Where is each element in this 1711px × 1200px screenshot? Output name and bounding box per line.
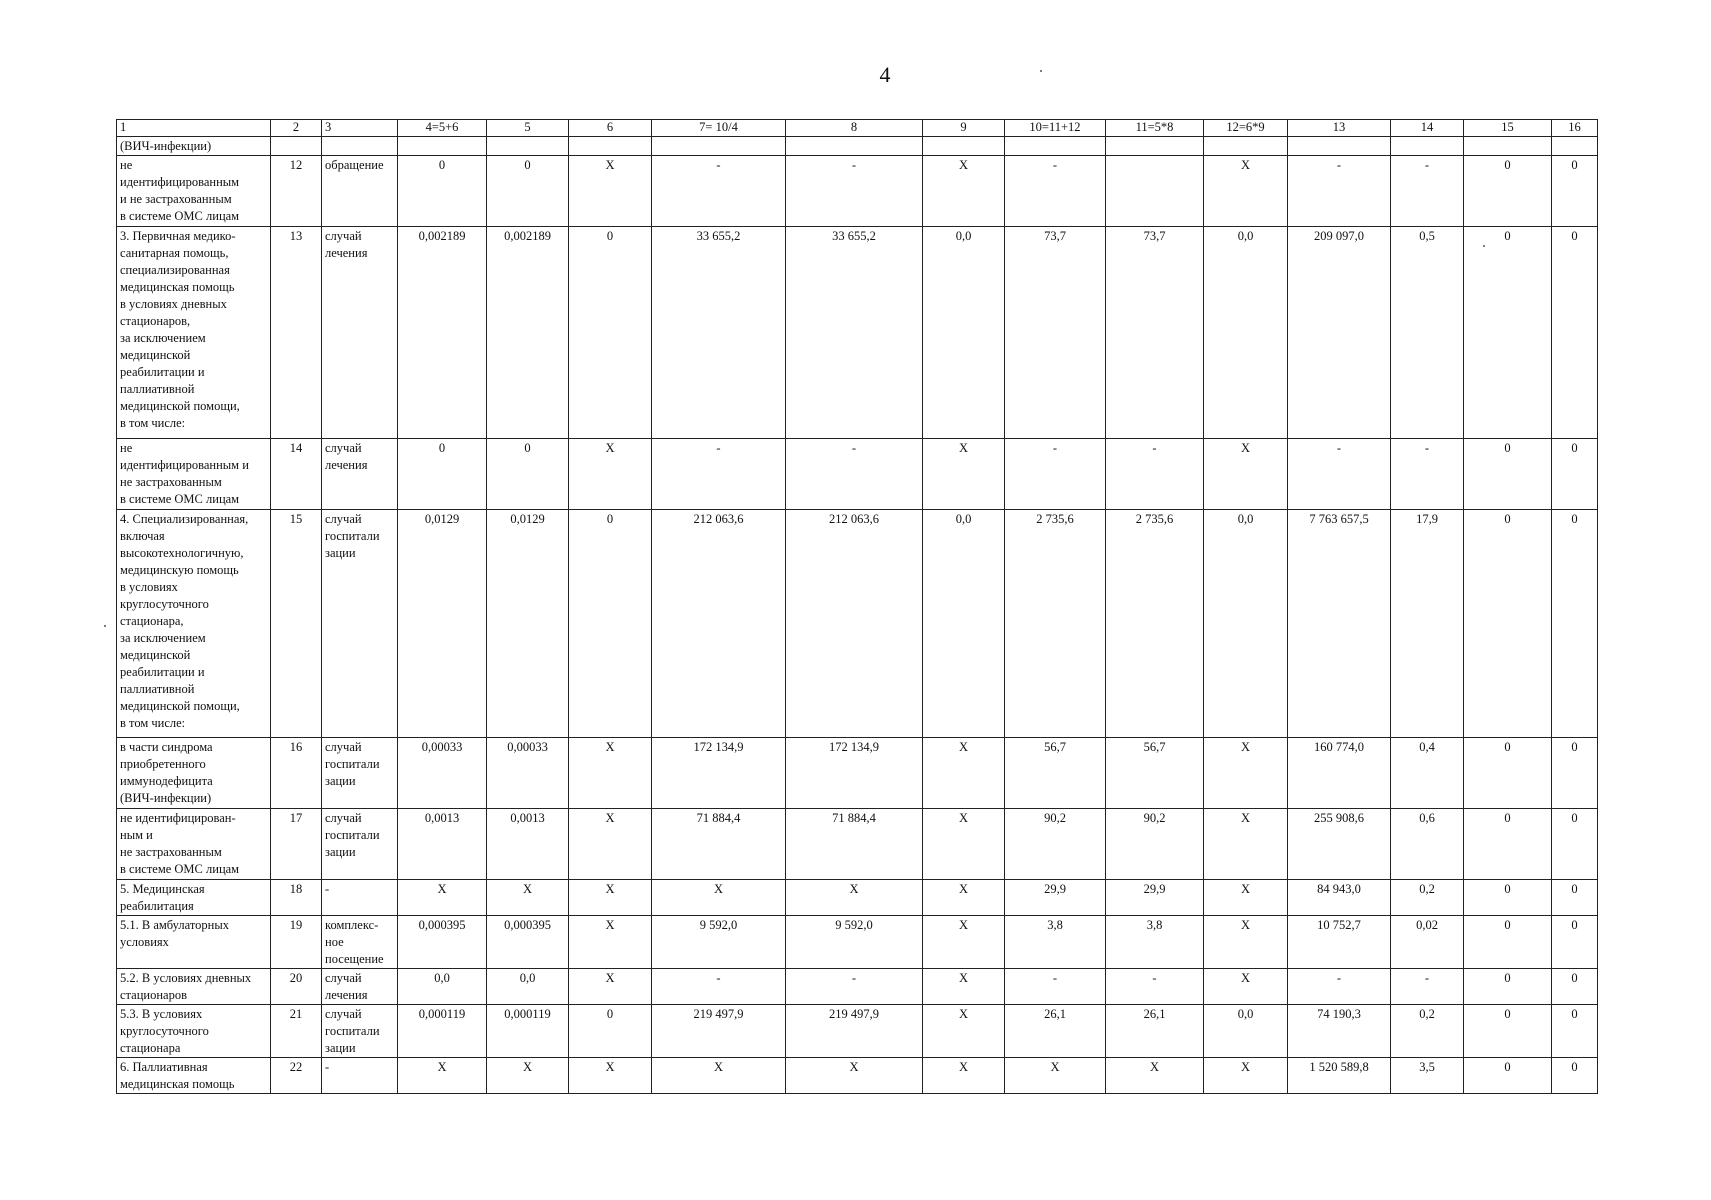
- table-cell: 0: [1552, 227, 1598, 439]
- table-cell: 14: [271, 439, 322, 510]
- header-cell: 11=5*8: [1106, 120, 1204, 137]
- table-cell: -: [1391, 969, 1464, 1005]
- table-cell: 0,002189: [487, 227, 569, 439]
- table-cell: [1288, 137, 1391, 156]
- table-cell: -: [1106, 969, 1204, 1005]
- table-cell: 160 774,0: [1288, 738, 1391, 809]
- table-cell: 21: [271, 1005, 322, 1058]
- table-cell: 0: [1552, 1058, 1598, 1094]
- table-cell: -: [652, 969, 786, 1005]
- table-cell: X: [1204, 156, 1288, 227]
- table-cell: случай лечения: [322, 439, 398, 510]
- table-cell: X: [569, 880, 652, 916]
- header-cell: 9: [923, 120, 1005, 137]
- table-cell: 0: [1552, 1005, 1598, 1058]
- table-cell: 0,0: [398, 969, 487, 1005]
- table-cell: 17: [271, 809, 322, 880]
- table-cell: 73,7: [1106, 227, 1204, 439]
- header-cell: 15: [1464, 120, 1552, 137]
- table-cell: случай госпитали зации: [322, 738, 398, 809]
- table-row: [117, 880, 1598, 916]
- table-cell: 219 497,9: [786, 1005, 923, 1058]
- table-cell: не идентифицированным и не застрахованным в системе ОМС лицам: [117, 439, 271, 510]
- table-cell: 33 655,2: [786, 227, 923, 439]
- table-row: [117, 227, 1598, 439]
- header-cell: 13: [1288, 120, 1391, 137]
- table-cell: X: [569, 809, 652, 880]
- table-row: [117, 156, 1598, 227]
- table-cell: 0,0: [1204, 510, 1288, 738]
- table-cell: 71 884,4: [786, 809, 923, 880]
- table-cell: 172 134,9: [652, 738, 786, 809]
- header-cell: 1: [117, 120, 271, 137]
- table-cell: X: [923, 880, 1005, 916]
- table-cell: 0,02: [1391, 916, 1464, 969]
- table-cell: 0: [1464, 738, 1552, 809]
- table-cell: [398, 137, 487, 156]
- table-cell: [1204, 137, 1288, 156]
- table-cell: 0: [569, 510, 652, 738]
- table-cell: 0,4: [1391, 738, 1464, 809]
- header-cell: 6: [569, 120, 652, 137]
- table-cell: [1464, 137, 1552, 156]
- table-cell: 3,8: [1106, 916, 1204, 969]
- table-cell: 0,000395: [487, 916, 569, 969]
- table-row: [117, 738, 1598, 809]
- table-cell: 0: [487, 439, 569, 510]
- table-cell: 212 063,6: [786, 510, 923, 738]
- table-cell: 3,8: [1005, 916, 1106, 969]
- table-cell: 0,000119: [398, 1005, 487, 1058]
- table-cell: 0: [1464, 510, 1552, 738]
- table-cell: 0,000119: [487, 1005, 569, 1058]
- table-cell: 0,6: [1391, 809, 1464, 880]
- table-cell: 0,00033: [398, 738, 487, 809]
- table-cell: -: [1391, 156, 1464, 227]
- header-cell: 7= 10/4: [652, 120, 786, 137]
- table-cell: 73,7: [1005, 227, 1106, 439]
- table-cell: X: [1204, 916, 1288, 969]
- table-cell: X: [923, 156, 1005, 227]
- table-cell: 12: [271, 156, 322, 227]
- table-cell: (ВИЧ-инфекции): [117, 137, 271, 156]
- table-cell: 0,0013: [398, 809, 487, 880]
- table-cell: -: [786, 439, 923, 510]
- table-cell: 5. Медицинская реабилитация: [117, 880, 271, 916]
- header-cell: 12=6*9: [1204, 120, 1288, 137]
- table-header-row: [117, 120, 1598, 137]
- table-cell: [322, 137, 398, 156]
- header-cell: 10=11+12: [1005, 120, 1106, 137]
- table-body: [117, 120, 1598, 1094]
- header-cell: 5: [487, 120, 569, 137]
- table-cell: 0: [1464, 916, 1552, 969]
- header-cell: 4=5+6: [398, 120, 487, 137]
- table-cell: -: [786, 156, 923, 227]
- table-cell: [1106, 156, 1204, 227]
- table-cell: 9 592,0: [786, 916, 923, 969]
- table-cell: 0,0129: [398, 510, 487, 738]
- table-cell: -: [1288, 156, 1391, 227]
- table-cell: X: [923, 916, 1005, 969]
- table-cell: 0,002189: [398, 227, 487, 439]
- table-cell: X: [398, 1058, 487, 1094]
- table-cell: 0: [1464, 1005, 1552, 1058]
- table-cell: 0: [1464, 439, 1552, 510]
- table-cell: 0,2: [1391, 1005, 1464, 1058]
- table-cell: X: [487, 1058, 569, 1094]
- table-cell: 84 943,0: [1288, 880, 1391, 916]
- table-cell: -: [1005, 156, 1106, 227]
- table-cell: 26,1: [1106, 1005, 1204, 1058]
- table-cell: [1005, 137, 1106, 156]
- table-cell: [1391, 137, 1464, 156]
- table-cell: [652, 137, 786, 156]
- table-cell: 0: [1464, 1058, 1552, 1094]
- table-cell: 0: [1464, 227, 1552, 439]
- scan-speck: [1040, 70, 1042, 72]
- table-cell: 33 655,2: [652, 227, 786, 439]
- header-cell: 16: [1552, 120, 1598, 137]
- table-cell: [923, 137, 1005, 156]
- table-row: [117, 916, 1598, 969]
- table-cell: X: [398, 880, 487, 916]
- table-cell: [1106, 137, 1204, 156]
- table-row: [117, 1005, 1598, 1058]
- table-cell: 16: [271, 738, 322, 809]
- table-cell: [1552, 137, 1598, 156]
- table-cell: 212 063,6: [652, 510, 786, 738]
- table-cell: 0: [1464, 880, 1552, 916]
- table-cell: 0,0: [1204, 1005, 1288, 1058]
- table-cell: 0: [569, 1005, 652, 1058]
- table-cell: X: [1204, 880, 1288, 916]
- table-cell: -: [322, 1058, 398, 1094]
- table-cell: [786, 137, 923, 156]
- table-cell: X: [923, 1058, 1005, 1094]
- table-row: [117, 809, 1598, 880]
- table-row: [117, 1058, 1598, 1094]
- table-cell: 3. Первичная медико- санитарная помощь, специализированная медицинская помощь в условиях дневных стационаров, за исключением медицинской реабилитации и паллиативной медицинской помощи, в том числе:: [117, 227, 271, 439]
- table-cell: -: [1005, 439, 1106, 510]
- table-cell: 10 752,7: [1288, 916, 1391, 969]
- table-cell: X: [923, 738, 1005, 809]
- table-cell: X: [569, 156, 652, 227]
- table-cell: 0,2: [1391, 880, 1464, 916]
- table-cell: X: [1204, 738, 1288, 809]
- tariff-table: [116, 119, 1598, 1094]
- table-cell: не идентифицирован- ным и не застрахованным в системе ОМС лицам: [117, 809, 271, 880]
- table-cell: 19: [271, 916, 322, 969]
- table-cell: 4. Специализированная, включая высокотехнологичную, медицинскую помощь в условиях круглосуточного стационара, за исключением медицинской реабилитации и паллиативной медицинской помощи, в том числе:: [117, 510, 271, 738]
- table-cell: 6. Паллиативная медицинская помощь: [117, 1058, 271, 1094]
- table-cell: 5.2. В условиях дневных стационаров: [117, 969, 271, 1005]
- table-cell: 209 097,0: [1288, 227, 1391, 439]
- table-cell: 0,0: [923, 227, 1005, 439]
- table-row: [117, 510, 1598, 738]
- table-row: [117, 137, 1598, 156]
- table-cell: X: [923, 809, 1005, 880]
- table-cell: 22: [271, 1058, 322, 1094]
- table-cell: 0: [1552, 809, 1598, 880]
- table-cell: -: [786, 969, 923, 1005]
- table-cell: 0,0013: [487, 809, 569, 880]
- table-cell: не идентифицированным и не застрахованным в системе ОМС лицам: [117, 156, 271, 227]
- table-cell: 0: [398, 156, 487, 227]
- table-cell: X: [786, 1058, 923, 1094]
- table-cell: X: [786, 880, 923, 916]
- table-cell: 29,9: [1106, 880, 1204, 916]
- table-cell: 56,7: [1005, 738, 1106, 809]
- table-cell: -: [1106, 439, 1204, 510]
- scan-speck: [104, 625, 106, 627]
- table-cell: 5.3. В условиях круглосуточного стационара: [117, 1005, 271, 1058]
- table-cell: 13: [271, 227, 322, 439]
- table-cell: [487, 137, 569, 156]
- table-cell: X: [487, 880, 569, 916]
- table-cell: -: [1391, 439, 1464, 510]
- table-cell: 15: [271, 510, 322, 738]
- table-cell: [569, 137, 652, 156]
- table-cell: 0: [1552, 880, 1598, 916]
- table-cell: X: [1204, 1058, 1288, 1094]
- table-cell: 219 497,9: [652, 1005, 786, 1058]
- table-cell: -: [1288, 969, 1391, 1005]
- table-cell: X: [923, 439, 1005, 510]
- table-cell: 0,5: [1391, 227, 1464, 439]
- table-cell: 90,2: [1005, 809, 1106, 880]
- table-cell: обращение: [322, 156, 398, 227]
- table-cell: 2 735,6: [1106, 510, 1204, 738]
- table-cell: X: [1204, 809, 1288, 880]
- table-cell: случай лечения: [322, 969, 398, 1005]
- table-cell: случай госпитали зации: [322, 510, 398, 738]
- table-row: [117, 439, 1598, 510]
- table-cell: X: [923, 969, 1005, 1005]
- table-cell: X: [652, 1058, 786, 1094]
- table-cell: 56,7: [1106, 738, 1204, 809]
- table-cell: X: [1005, 1058, 1106, 1094]
- header-cell: 8: [786, 120, 923, 137]
- table-cell: 0: [1464, 809, 1552, 880]
- table-cell: -: [652, 156, 786, 227]
- table-cell: 0: [569, 227, 652, 439]
- table-cell: 9 592,0: [652, 916, 786, 969]
- table-cell: 0: [1552, 969, 1598, 1005]
- table-cell: X: [1204, 969, 1288, 1005]
- table-cell: 1 520 589,8: [1288, 1058, 1391, 1094]
- header-cell: 14: [1391, 120, 1464, 137]
- table-cell: X: [652, 880, 786, 916]
- table-cell: 0,0: [487, 969, 569, 1005]
- table-cell: X: [569, 969, 652, 1005]
- table-cell: 172 134,9: [786, 738, 923, 809]
- table-cell: 0: [1464, 969, 1552, 1005]
- header-cell: 2: [271, 120, 322, 137]
- table-cell: 0,0: [923, 510, 1005, 738]
- table-cell: случай госпитали зации: [322, 1005, 398, 1058]
- table-cell: 74 190,3: [1288, 1005, 1391, 1058]
- table-cell: 26,1: [1005, 1005, 1106, 1058]
- table-cell: 0,00033: [487, 738, 569, 809]
- table-cell: случай госпитали зации: [322, 809, 398, 880]
- table-cell: X: [569, 439, 652, 510]
- table-cell: X: [569, 916, 652, 969]
- table-cell: 7 763 657,5: [1288, 510, 1391, 738]
- table-cell: X: [569, 1058, 652, 1094]
- table-cell: 2 735,6: [1005, 510, 1106, 738]
- table-cell: 0: [1552, 510, 1598, 738]
- table-cell: X: [569, 738, 652, 809]
- table-cell: 18: [271, 880, 322, 916]
- table-cell: 0: [398, 439, 487, 510]
- table-cell: 0: [487, 156, 569, 227]
- table-cell: 3,5: [1391, 1058, 1464, 1094]
- table-cell: 255 908,6: [1288, 809, 1391, 880]
- table-cell: случай лечения: [322, 227, 398, 439]
- table-cell: 0: [1552, 738, 1598, 809]
- table-cell: 0,0129: [487, 510, 569, 738]
- table-cell: X: [1106, 1058, 1204, 1094]
- table-cell: [271, 137, 322, 156]
- table-cell: в части синдрома приобретенного иммунодефицита (ВИЧ-инфекции): [117, 738, 271, 809]
- page-number: 4: [879, 62, 891, 87]
- table-cell: 0,0: [1204, 227, 1288, 439]
- table-row: [117, 969, 1598, 1005]
- table-cell: -: [1288, 439, 1391, 510]
- table-cell: 0: [1552, 439, 1598, 510]
- table-cell: 0: [1552, 916, 1598, 969]
- table-cell: 71 884,4: [652, 809, 786, 880]
- table-cell: 0: [1552, 156, 1598, 227]
- table-cell: 29,9: [1005, 880, 1106, 916]
- table-cell: 0,000395: [398, 916, 487, 969]
- table-cell: -: [652, 439, 786, 510]
- header-cell: 3: [322, 120, 398, 137]
- table-cell: -: [322, 880, 398, 916]
- table-cell: 17,9: [1391, 510, 1464, 738]
- table-cell: -: [1005, 969, 1106, 1005]
- table-cell: X: [923, 1005, 1005, 1058]
- table-cell: 90,2: [1106, 809, 1204, 880]
- table-cell: X: [1204, 439, 1288, 510]
- table-cell: 5.1. В амбулаторных условиях: [117, 916, 271, 969]
- table-cell: комплекс- ное посещение: [322, 916, 398, 969]
- table-cell: 0: [1464, 156, 1552, 227]
- table-cell: 20: [271, 969, 322, 1005]
